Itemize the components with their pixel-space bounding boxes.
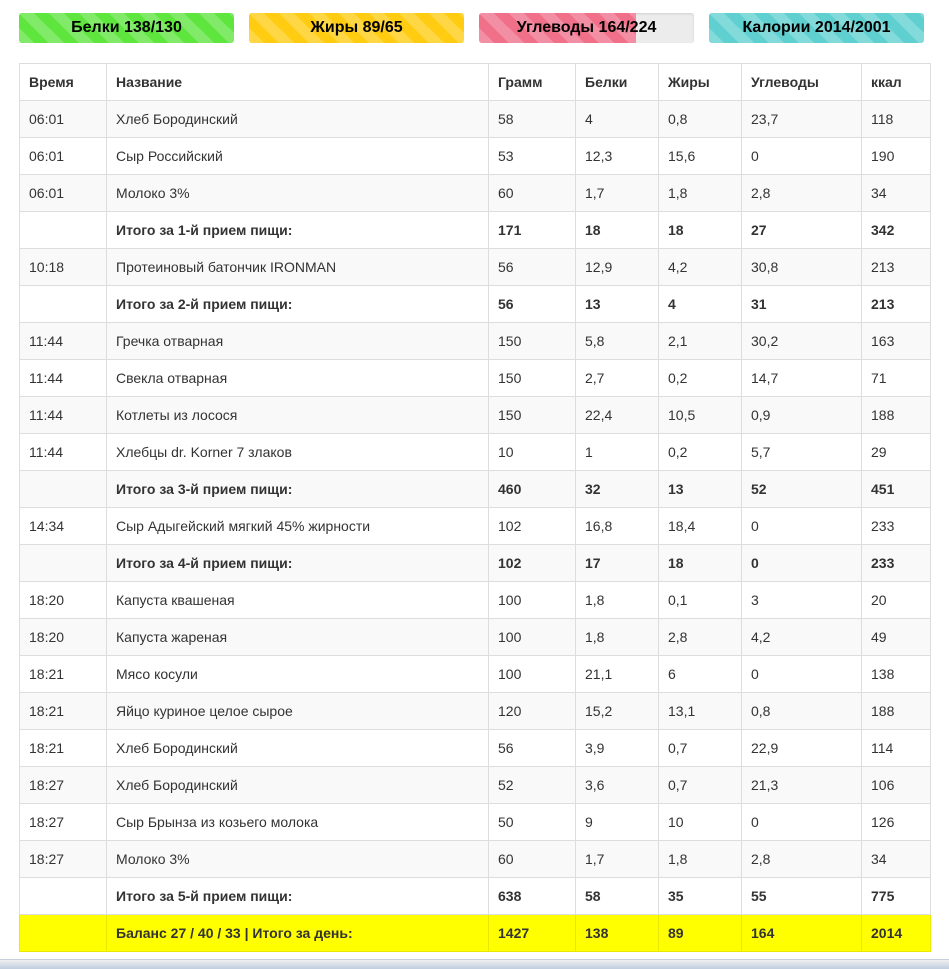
cell-grams: 638 — [489, 878, 576, 915]
cell-fat: 15,6 — [659, 138, 742, 175]
cell-grams: 50 — [489, 804, 576, 841]
cell-carbs: 2,8 — [742, 841, 862, 878]
cell-time: 06:01 — [20, 175, 107, 212]
cell-name: Хлеб Бородинский — [107, 730, 489, 767]
cell-kcal: 29 — [862, 434, 931, 471]
cell-protein: 12,9 — [576, 249, 659, 286]
cell-name: Сыр Адыгейский мягкий 45% жирности — [107, 508, 489, 545]
cell-name: Молоко 3% — [107, 841, 489, 878]
meal-subtotal-row — [20, 471, 931, 508]
cell-time: 11:44 — [20, 397, 107, 434]
table-row — [20, 619, 931, 656]
cell-carbs: 0 — [742, 138, 862, 175]
cell-protein: 58 — [576, 878, 659, 915]
cell-carbs: 5,7 — [742, 434, 862, 471]
cell-grams: 171 — [489, 212, 576, 249]
cell-fat: 18,4 — [659, 508, 742, 545]
cell-name: Итого за 2-й прием пищи: — [107, 286, 489, 323]
fat-progress-bar — [249, 13, 464, 43]
cell-name: Хлеб Бородинский — [107, 767, 489, 804]
cell-fat: 0,7 — [659, 730, 742, 767]
cell-kcal: 34 — [862, 175, 931, 212]
carbs-progress-bar — [479, 13, 694, 43]
cell-name: Хлеб Бородинский — [107, 101, 489, 138]
cell-fat: 4,2 — [659, 249, 742, 286]
cell-kcal: 188 — [862, 693, 931, 730]
cell-name: Котлеты из лосося — [107, 397, 489, 434]
cell-fat: 18 — [659, 545, 742, 582]
cell-kcal: 126 — [862, 804, 931, 841]
cell-fat: 13,1 — [659, 693, 742, 730]
table-row — [20, 693, 931, 730]
cell-fat: 6 — [659, 656, 742, 693]
cell-protein: 1,7 — [576, 841, 659, 878]
cell-carbs: 2,8 — [742, 175, 862, 212]
cell-time: 18:21 — [20, 656, 107, 693]
cell-name: Протеиновый батончик IRONMAN — [107, 249, 489, 286]
cell-grams: 10 — [489, 434, 576, 471]
cell-protein: 3,9 — [576, 730, 659, 767]
table-row — [20, 249, 931, 286]
cell-time: 18:27 — [20, 841, 107, 878]
food-diary-table — [19, 63, 931, 952]
cell-kcal: 775 — [862, 878, 931, 915]
cell-name: Капуста жареная — [107, 619, 489, 656]
cell-protein: 1,8 — [576, 619, 659, 656]
header-protein: Белки — [576, 64, 659, 101]
cell-protein: 138 — [576, 915, 659, 952]
table-row — [20, 730, 931, 767]
cell-protein: 18 — [576, 212, 659, 249]
carbs-progress-label: Углеводы 164/224 — [516, 19, 657, 36]
cell-time: 06:01 — [20, 138, 107, 175]
cell-grams: 120 — [489, 693, 576, 730]
cell-protein: 21,1 — [576, 656, 659, 693]
cell-carbs: 23,7 — [742, 101, 862, 138]
cell-kcal: 114 — [862, 730, 931, 767]
cell-protein: 1,8 — [576, 582, 659, 619]
table-header-row — [20, 64, 931, 101]
table-row — [20, 397, 931, 434]
cell-name: Хлебцы dr. Korner 7 злаков — [107, 434, 489, 471]
cell-fat: 10 — [659, 804, 742, 841]
cell-carbs: 27 — [742, 212, 862, 249]
meal-subtotal-row — [20, 878, 931, 915]
cell-protein: 32 — [576, 471, 659, 508]
cell-time: 11:44 — [20, 360, 107, 397]
cell-time — [20, 286, 107, 323]
table-row — [20, 804, 931, 841]
table-row — [20, 360, 931, 397]
cell-fat: 2,1 — [659, 323, 742, 360]
cell-protein: 17 — [576, 545, 659, 582]
cell-time: 18:21 — [20, 730, 107, 767]
header-name: Название — [107, 64, 489, 101]
cell-grams: 150 — [489, 397, 576, 434]
cell-carbs: 30,8 — [742, 249, 862, 286]
header-grams: Грамм — [489, 64, 576, 101]
cell-protein: 1,7 — [576, 175, 659, 212]
calories-progress-label: Калории 2014/2001 — [742, 19, 891, 36]
cell-time: 18:21 — [20, 693, 107, 730]
table-body — [20, 101, 931, 952]
cell-name: Сыр Российский — [107, 138, 489, 175]
cell-kcal: 163 — [862, 323, 931, 360]
calories-progress-bar — [709, 13, 924, 43]
cell-grams: 460 — [489, 471, 576, 508]
cell-fat: 0,7 — [659, 767, 742, 804]
cell-kcal: 138 — [862, 656, 931, 693]
window-bottom-edge — [0, 959, 949, 969]
daily-total-row — [20, 915, 931, 952]
cell-grams: 60 — [489, 841, 576, 878]
cell-name: Итого за 4-й прием пищи: — [107, 545, 489, 582]
cell-kcal: 233 — [862, 508, 931, 545]
cell-time — [20, 545, 107, 582]
cell-protein: 5,8 — [576, 323, 659, 360]
table-row — [20, 508, 931, 545]
cell-grams: 100 — [489, 619, 576, 656]
meal-subtotal-row — [20, 545, 931, 582]
table-row — [20, 841, 931, 878]
cell-protein: 15,2 — [576, 693, 659, 730]
cell-protein: 4 — [576, 101, 659, 138]
cell-grams: 53 — [489, 138, 576, 175]
table-row — [20, 767, 931, 804]
cell-grams: 150 — [489, 323, 576, 360]
cell-protein: 2,7 — [576, 360, 659, 397]
cell-name: Сыр Брынза из козьего молока — [107, 804, 489, 841]
cell-protein: 3,6 — [576, 767, 659, 804]
cell-name: Мясо косули — [107, 656, 489, 693]
cell-time: 18:20 — [20, 619, 107, 656]
cell-protein: 1 — [576, 434, 659, 471]
cell-protein: 9 — [576, 804, 659, 841]
cell-fat: 4 — [659, 286, 742, 323]
cell-grams: 56 — [489, 730, 576, 767]
cell-carbs: 52 — [742, 471, 862, 508]
cell-fat: 2,8 — [659, 619, 742, 656]
table-row — [20, 101, 931, 138]
cell-kcal: 188 — [862, 397, 931, 434]
cell-kcal: 190 — [862, 138, 931, 175]
cell-time — [20, 878, 107, 915]
cell-time: 11:44 — [20, 323, 107, 360]
cell-kcal: 342 — [862, 212, 931, 249]
header-time: Время — [20, 64, 107, 101]
cell-time — [20, 212, 107, 249]
cell-carbs: 55 — [742, 878, 862, 915]
cell-time — [20, 915, 107, 952]
cell-time: 14:34 — [20, 508, 107, 545]
cell-grams: 102 — [489, 508, 576, 545]
cell-grams: 102 — [489, 545, 576, 582]
cell-carbs: 0,8 — [742, 693, 862, 730]
cell-time: 18:27 — [20, 767, 107, 804]
header-kcal: ккал — [862, 64, 931, 101]
cell-carbs: 0 — [742, 545, 862, 582]
fat-progress-label: Жиры 89/65 — [310, 19, 403, 36]
cell-kcal: 20 — [862, 582, 931, 619]
cell-kcal: 233 — [862, 545, 931, 582]
cell-name: Гречка отварная — [107, 323, 489, 360]
cell-fat: 1,8 — [659, 175, 742, 212]
cell-fat: 0,2 — [659, 434, 742, 471]
cell-carbs: 31 — [742, 286, 862, 323]
cell-carbs: 164 — [742, 915, 862, 952]
cell-fat: 0,1 — [659, 582, 742, 619]
cell-grams: 100 — [489, 582, 576, 619]
cell-carbs: 30,2 — [742, 323, 862, 360]
cell-grams: 56 — [489, 249, 576, 286]
table-row — [20, 175, 931, 212]
cell-carbs: 0,9 — [742, 397, 862, 434]
cell-name: Итого за 3-й прием пищи: — [107, 471, 489, 508]
cell-kcal: 451 — [862, 471, 931, 508]
cell-kcal: 71 — [862, 360, 931, 397]
cell-grams: 1427 — [489, 915, 576, 952]
cell-name: Молоко 3% — [107, 175, 489, 212]
table-row — [20, 434, 931, 471]
cell-name: Капуста квашеная — [107, 582, 489, 619]
cell-carbs: 0 — [742, 508, 862, 545]
cell-time: 10:18 — [20, 249, 107, 286]
cell-protein: 16,8 — [576, 508, 659, 545]
cell-protein: 22,4 — [576, 397, 659, 434]
cell-name: Баланс 27 / 40 / 33 | Итого за день: — [107, 915, 489, 952]
cell-carbs: 0 — [742, 804, 862, 841]
meal-subtotal-row — [20, 212, 931, 249]
cell-kcal: 49 — [862, 619, 931, 656]
cell-time: 11:44 — [20, 434, 107, 471]
cell-time: 18:20 — [20, 582, 107, 619]
nutrient-summary-bars — [19, 13, 924, 43]
cell-grams: 58 — [489, 101, 576, 138]
cell-fat: 18 — [659, 212, 742, 249]
cell-kcal: 2014 — [862, 915, 931, 952]
header-carbs: Углеводы — [742, 64, 862, 101]
cell-fat: 1,8 — [659, 841, 742, 878]
cell-carbs: 14,7 — [742, 360, 862, 397]
cell-fat: 0,8 — [659, 101, 742, 138]
protein-progress-label: Белки 138/130 — [71, 19, 182, 36]
cell-grams: 100 — [489, 656, 576, 693]
meal-subtotal-row — [20, 286, 931, 323]
cell-protein: 13 — [576, 286, 659, 323]
cell-grams: 56 — [489, 286, 576, 323]
cell-time — [20, 471, 107, 508]
cell-kcal: 34 — [862, 841, 931, 878]
cell-grams: 52 — [489, 767, 576, 804]
table-row — [20, 656, 931, 693]
protein-progress-bar — [19, 13, 234, 43]
cell-fat: 89 — [659, 915, 742, 952]
header-fat: Жиры — [659, 64, 742, 101]
cell-carbs: 4,2 — [742, 619, 862, 656]
table-row — [20, 138, 931, 175]
table-row — [20, 323, 931, 360]
cell-kcal: 118 — [862, 101, 931, 138]
cell-carbs: 21,3 — [742, 767, 862, 804]
cell-fat: 13 — [659, 471, 742, 508]
cell-grams: 60 — [489, 175, 576, 212]
cell-carbs: 3 — [742, 582, 862, 619]
cell-fat: 0,2 — [659, 360, 742, 397]
cell-name: Итого за 5-й прием пищи: — [107, 878, 489, 915]
cell-name: Свекла отварная — [107, 360, 489, 397]
cell-kcal: 213 — [862, 249, 931, 286]
cell-kcal: 213 — [862, 286, 931, 323]
cell-kcal: 106 — [862, 767, 931, 804]
cell-fat: 10,5 — [659, 397, 742, 434]
cell-carbs: 22,9 — [742, 730, 862, 767]
cell-time: 06:01 — [20, 101, 107, 138]
cell-protein: 12,3 — [576, 138, 659, 175]
cell-time: 18:27 — [20, 804, 107, 841]
cell-fat: 35 — [659, 878, 742, 915]
cell-grams: 150 — [489, 360, 576, 397]
table-row — [20, 582, 931, 619]
cell-name: Итого за 1-й прием пищи: — [107, 212, 489, 249]
cell-name: Яйцо куриное целое сырое — [107, 693, 489, 730]
cell-carbs: 0 — [742, 656, 862, 693]
